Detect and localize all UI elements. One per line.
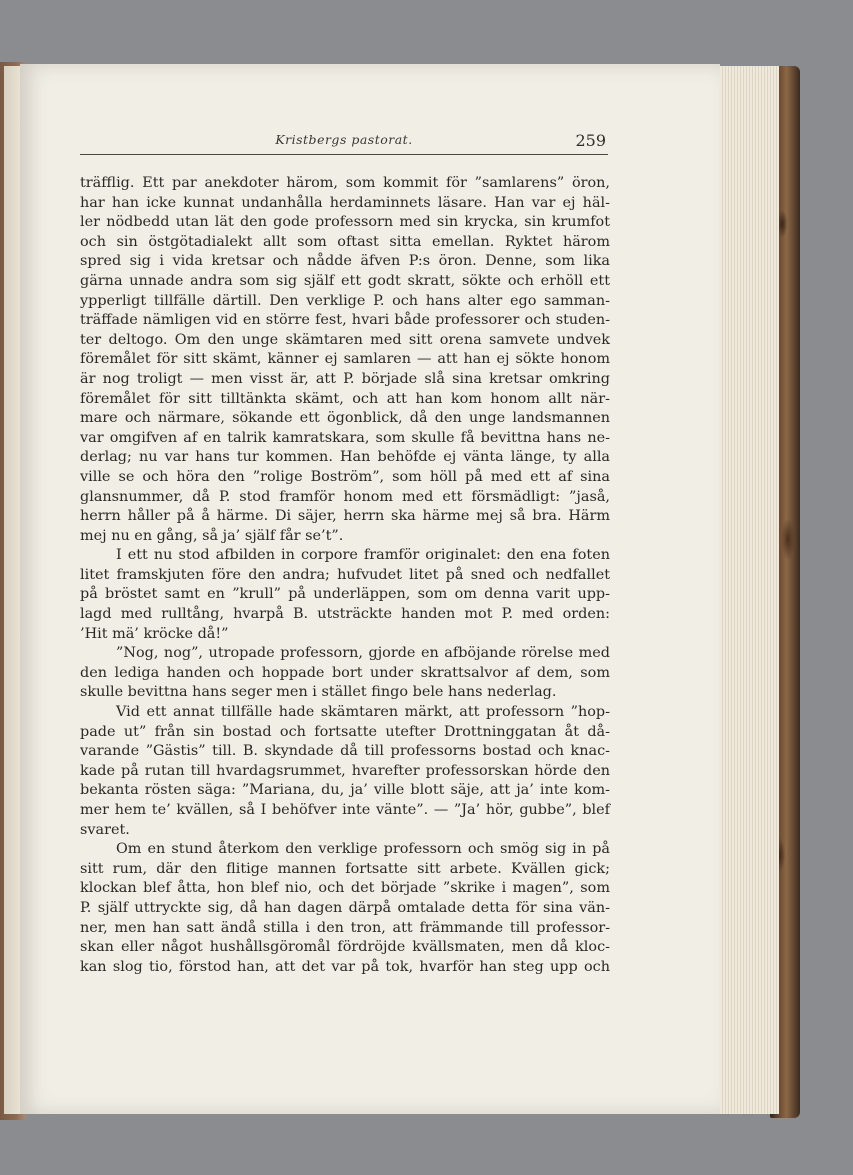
text-line: spred sig i vida kretsar och nådde äfven P:s öron. Denne, som lika bbox=[80, 253, 610, 270]
text-line: pade ut” från sin bostad och fortsatte utefter Drottninggatan åt då- bbox=[80, 723, 610, 740]
text-line: ”Nog, nog”, utropade professorn, gjorde en afböjande rörelse med bbox=[116, 645, 610, 662]
text-line: I ett nu stod afbilden in corpore framför originalet: den ena foten bbox=[116, 547, 610, 564]
page-edges bbox=[716, 66, 779, 1114]
text-line: föremålet för sitt skämt, känner ej samlaren — att han ej sökte honom bbox=[80, 351, 610, 368]
running-head bbox=[80, 128, 608, 155]
text-line: klockan blef åtta, hon blef nio, och det började ”skrike i magen”, som bbox=[80, 880, 610, 897]
text-line: gärna unnade andra som sig själf ett godt skratt, sökte och erhöll ett bbox=[80, 272, 610, 289]
text-line: ville se och höra den ”rolige Boström”, som höll på med ett af sina bbox=[80, 468, 610, 485]
text-line: varande ”Gästis” till. B. skyndade då till professorns bostad och knac- bbox=[80, 743, 610, 760]
text-line: lagd med rulltång, hvarpå B. utsträckte handen mot P. med orden: bbox=[80, 606, 610, 623]
text-line: träffade nämligen vid en större fest, hvari både professorer och studen- bbox=[80, 312, 610, 329]
text-line: ter deltogo. Om den unge skämtaren med sitt orena samvete undvek bbox=[80, 331, 610, 348]
text-line: ypperligt tillfälle därtill. Den verklige P. och hans alter ego samman- bbox=[80, 292, 610, 309]
text-line: mare och närmare, sökande ett ögonblick, då den unge landsmannen bbox=[80, 410, 610, 427]
text-line: derlag; nu var hans tur kommen. Han behöfde ej vänta länge, ty alla bbox=[80, 449, 610, 466]
text-line: litet framskjuten före den andra; hufvudet litet på sned och nedfallet bbox=[80, 566, 610, 583]
text-line: svaret. bbox=[80, 821, 130, 838]
text-line: på bröstet samt en ”krull” på underläppen, som om denna varit upp- bbox=[80, 586, 610, 603]
text-line: träfflig. Ett par anekdoter härom, som kommit för ”samlarens” öron, bbox=[80, 175, 610, 191]
page-number: 259 bbox=[575, 131, 606, 150]
text-line: är nog troligt — men visst är, att P. började slå sina kretsar omkring bbox=[80, 370, 610, 387]
text-line: kade på rutan till hvardagsrummet, hvarefter professorskan hörde den bbox=[80, 762, 610, 779]
text-line: skulle bevittna hans seger men i stället fingo bele hans nederlag. bbox=[80, 684, 557, 701]
text-line: har han icke kunnat undanhålla herdaminnets läsare. Han var ej häl- bbox=[80, 194, 610, 211]
body-text bbox=[80, 174, 610, 977]
text-line: ler nödbedd utan lät den gode professorn med sin krycka, sin krumfot bbox=[80, 214, 610, 231]
text-line: mer hem te’ kvällen, så I behöfver inte vänte”. — ”Ja’ hör, gubbe”, blef bbox=[80, 802, 610, 818]
text-line: Om en stund återkom den verklige professorn och smög sig in på bbox=[116, 841, 610, 858]
text-line: kan slog tio, förstod han, att det var på tok, hvarför han steg upp och bbox=[80, 958, 610, 975]
running-title: Kristbergs pastorat. bbox=[275, 132, 413, 147]
text-line: skan eller något hushållsgöromål fördröjde kvällsmaten, men då kloc- bbox=[80, 939, 610, 956]
text-line: glansnummer, då P. stod framför honom med ett försmädligt: ”jaså, bbox=[80, 488, 610, 505]
text-line: bekanta rösten säga: ”Mariana, du, ja’ ville blott säje, att ja’ inte kom- bbox=[80, 782, 610, 799]
text-line: ner, men han satt ändå stilla i den tron, att främmande till professor- bbox=[80, 919, 610, 936]
text-line: herrn håller på å härme. Di säjer, herrn ska härme mej så bra. Härm bbox=[80, 508, 610, 525]
text-line: sitt rum, där den flitige mannen fortsatte sitt arbete. Kvällen gick; bbox=[80, 860, 610, 877]
text-line: och sin östgötadialekt allt som oftast sitta emellan. Ryktet härom bbox=[80, 233, 610, 250]
text-line: Vid ett annat tillfälle hade skämtaren märkt, att professorn ”hop- bbox=[116, 704, 610, 721]
text-line: den lediga handen och hoppade bort under skrattsalvor af dem, som bbox=[80, 664, 610, 681]
text-line: var omgifven af en talrik kamratskara, som skulle få bevittna hans ne- bbox=[80, 429, 610, 446]
text-line: mej nu en gång, så ja’ själf får se’t”. bbox=[80, 527, 344, 544]
text-line: föremålet för sitt tilltänkta skämt, och att han kom honom allt när- bbox=[80, 390, 610, 407]
text-line: P. själf uttryckte sig, då han dagen därpå omtalade detta för sina vän- bbox=[80, 899, 610, 916]
text-line: ’Hit mä’ kröcke då!” bbox=[80, 625, 229, 642]
